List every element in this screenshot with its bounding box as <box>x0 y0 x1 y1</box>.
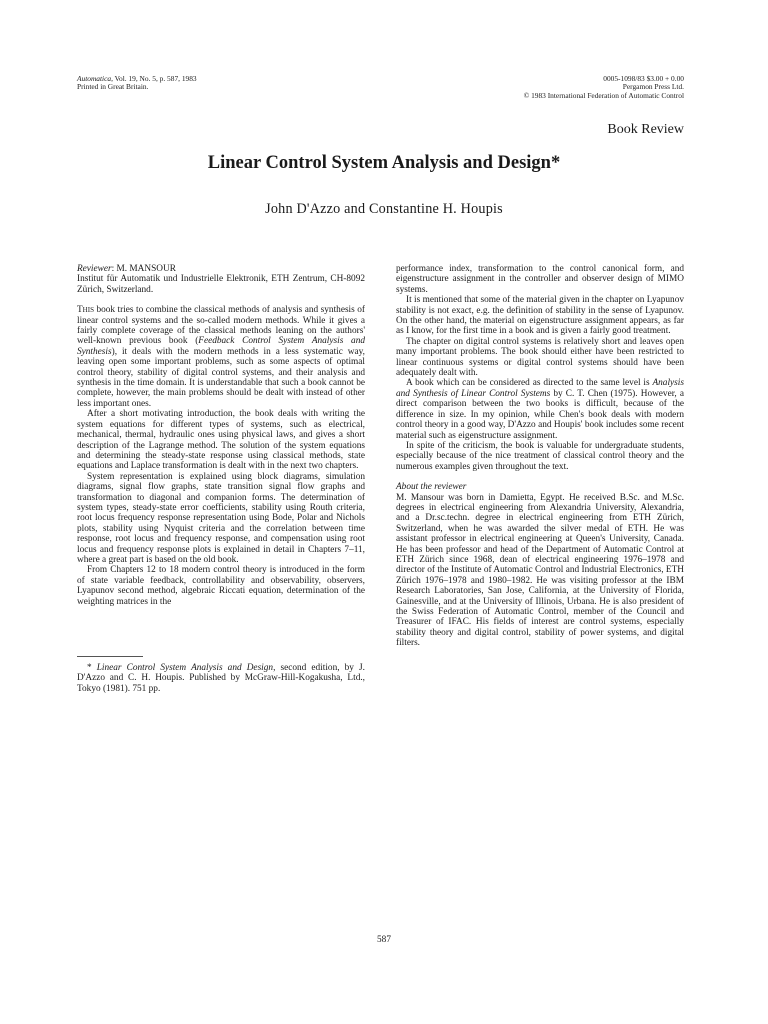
paragraph-9: In spite of the criticism, the book is valuable for undergraduate students, especially because of the nice treatment of classical control theory and the numerous examples given throughout the text. <box>396 440 684 472</box>
reviewer-affiliation: Institut für Automatik und Industrielle Elektronik, ETH Zentrum, CH-8092 Zürich, Switzerland. <box>77 274 365 295</box>
paragraph-1 <box>77 305 365 409</box>
reviewer-value: : M. MANSOUR <box>111 264 176 274</box>
footnote-details: , second edition, by J. D'Azzo and C. H. Houpis. Published by McGraw-Hill-Kogakusha, Ltd., Tokyo (1981). 751 pp. <box>77 663 365 694</box>
journal-citation <box>77 75 197 92</box>
paragraph-8 <box>396 378 684 440</box>
about-reviewer-text: M. Mansour was born in Damietta, Egypt. He received B.Sc. and M.Sc. degrees in electrical engineering from Alexandria University, Alexandria, and a Dr.sc.techn. degree in electrical engineering from ETH Zürich, Switzerland, when he was awarded the silver medal of ETH. He was assistant professor in electrical engineering at Queen's University, Canada. He has been professor and head of the Department of Automatic Control at ETH Zürich since 1968, dean of electrical engineering 1976–1978 and director of the Institute of Automatic Control and Industrial Electronics, ETH Zürich 1976–1978 and 1980–1982. He was visiting professor at the IBM Research Laboratories, San Jose, California, at the University of Florida, Gainesville, and at the University of Illinois, Urbana. He is also president of the Swiss Federation of Automatic Control, member of the Council and Treasurer of IFAC. His fields of interest are control systems, especially stability theory and digital control, stability of power systems, and digital filters. <box>396 492 684 649</box>
paragraph-1-text-b: ), it deals with the modern methods in a less systematic way, leaving open some important problems, such as some aspects of optimal control theory, stability of digital control systems, and their analysis and synthesis in the time domain. It is understandable that such a book cannot be complete, however, the main problems should be dealt with instead of other less important ones. <box>77 346 365 409</box>
reviewer-block <box>77 264 365 295</box>
issn-code: 0005-1098/83 $3.00 + 0.00 <box>603 74 684 83</box>
page-title: Linear Control System Analysis and Design* <box>207 153 561 173</box>
footnote-mark: * <box>87 663 97 673</box>
section-label: Book Review <box>607 122 684 137</box>
publisher-info <box>524 75 684 100</box>
paragraph-8-text-a: A book which can be considered as directed to the same level is <box>406 378 653 389</box>
paragraph-5: performance index, transformation to the control canonical form, and eigenstructure assignment in the controller and observer design of MIMO systems. <box>396 264 684 295</box>
lead-word: This <box>77 305 94 316</box>
printed-in: Printed in Great Britain. <box>77 82 149 92</box>
left-column <box>77 264 365 607</box>
paragraph-8-text-b: by C. T. Chen (1975). However, a direct comparison between the two books is difficult, because of the difference in size. In my opinion, while Chen's book deals with modern control theory in a good way, D'Azzo and Houpis' book includes some recent material such as eigenstructure assignment. <box>396 388 685 441</box>
previous-book-title: Feedback Control System Analysis and Synthesis <box>77 336 366 357</box>
journal-details: , Vol. 19, No. 5, p. 587, 1983 <box>111 74 197 83</box>
chen-book-title: Analysis and Synthesis of Linear Control Systems <box>396 378 684 399</box>
paragraph-7: The chapter on digital control systems is relatively short and leaves open many important problems. The book should either have been restricted to linear continuous systems or digital control systems should have been adequately dealt with. <box>396 336 684 379</box>
paragraph-6: It is mentioned that some of the material given in the chapter on Lyapunov stability is not exact, e.g. the definition of stability in the sense of Lyapunov. On the other hand, the material on eigenstructure assignment appears, as far as I know, for the first time in a book and is given a fairly good treatment. <box>396 295 684 337</box>
journal-name: Automatica <box>77 74 112 83</box>
footnote-rule <box>77 656 143 657</box>
paragraph-3: System representation is explained using block diagrams, simulation diagrams, signal flow graphs, state transition signal flow graphs and transformation to diagonal and companion forms. The determination of system types, steady-state error coefficients, stability using Routh criteria, root locus frequency response representation using Bode, Polar and Nichols plots, stability using Nyquist criteria and the correlation between time response, root locus and frequency response, and compensation using root locus and frequency response plots is explained in detail in Chapters 7–11, where a great part is based on the old book. <box>77 471 365 565</box>
about-reviewer-heading: About the reviewer <box>396 482 467 493</box>
paragraph-4: From Chapters 12 to 18 modern control theory is introduced in the form of state variable feedback, controllability and observability, observers, Lyapunov second method, algebraic Riccati equation, determination of the weighting matrices in the <box>77 565 365 607</box>
footnote-text <box>77 663 365 694</box>
reviewer-label: Reviewer <box>77 264 112 274</box>
footnote-book-title: Linear Control System Analysis and Design <box>96 663 274 673</box>
copyright-line: © 1983 International Federation of Automatic Control <box>523 90 684 100</box>
paragraph-2: After a short motivating introduction, the book deals with writing the system equations for different types of systems, such as electrical, mechanical, thermal, hydraulic ones using physical laws, and gives a short description of the Lagrange method. The solution of the system equations and determining the steady-state response using classical methods, state equations and Laplace transformation is dealt with in the next two chapters. <box>77 409 365 472</box>
publisher-name: Pergamon Press Ltd. <box>622 82 684 92</box>
reviewer-name <box>77 264 365 274</box>
right-column <box>396 264 684 649</box>
page-number: 587 <box>377 935 391 945</box>
book-authors: John D'Azzo and Constantine H. Houpis <box>265 201 503 217</box>
footnote <box>77 656 365 694</box>
paragraph-1-text-a: book tries to combine the classical methods of analysis and synthesis of linear control systems and the so-called modern methods. While it gives a fairly complete coverage of the classical methods leaning on the authors' well-known previous book ( <box>77 305 365 347</box>
